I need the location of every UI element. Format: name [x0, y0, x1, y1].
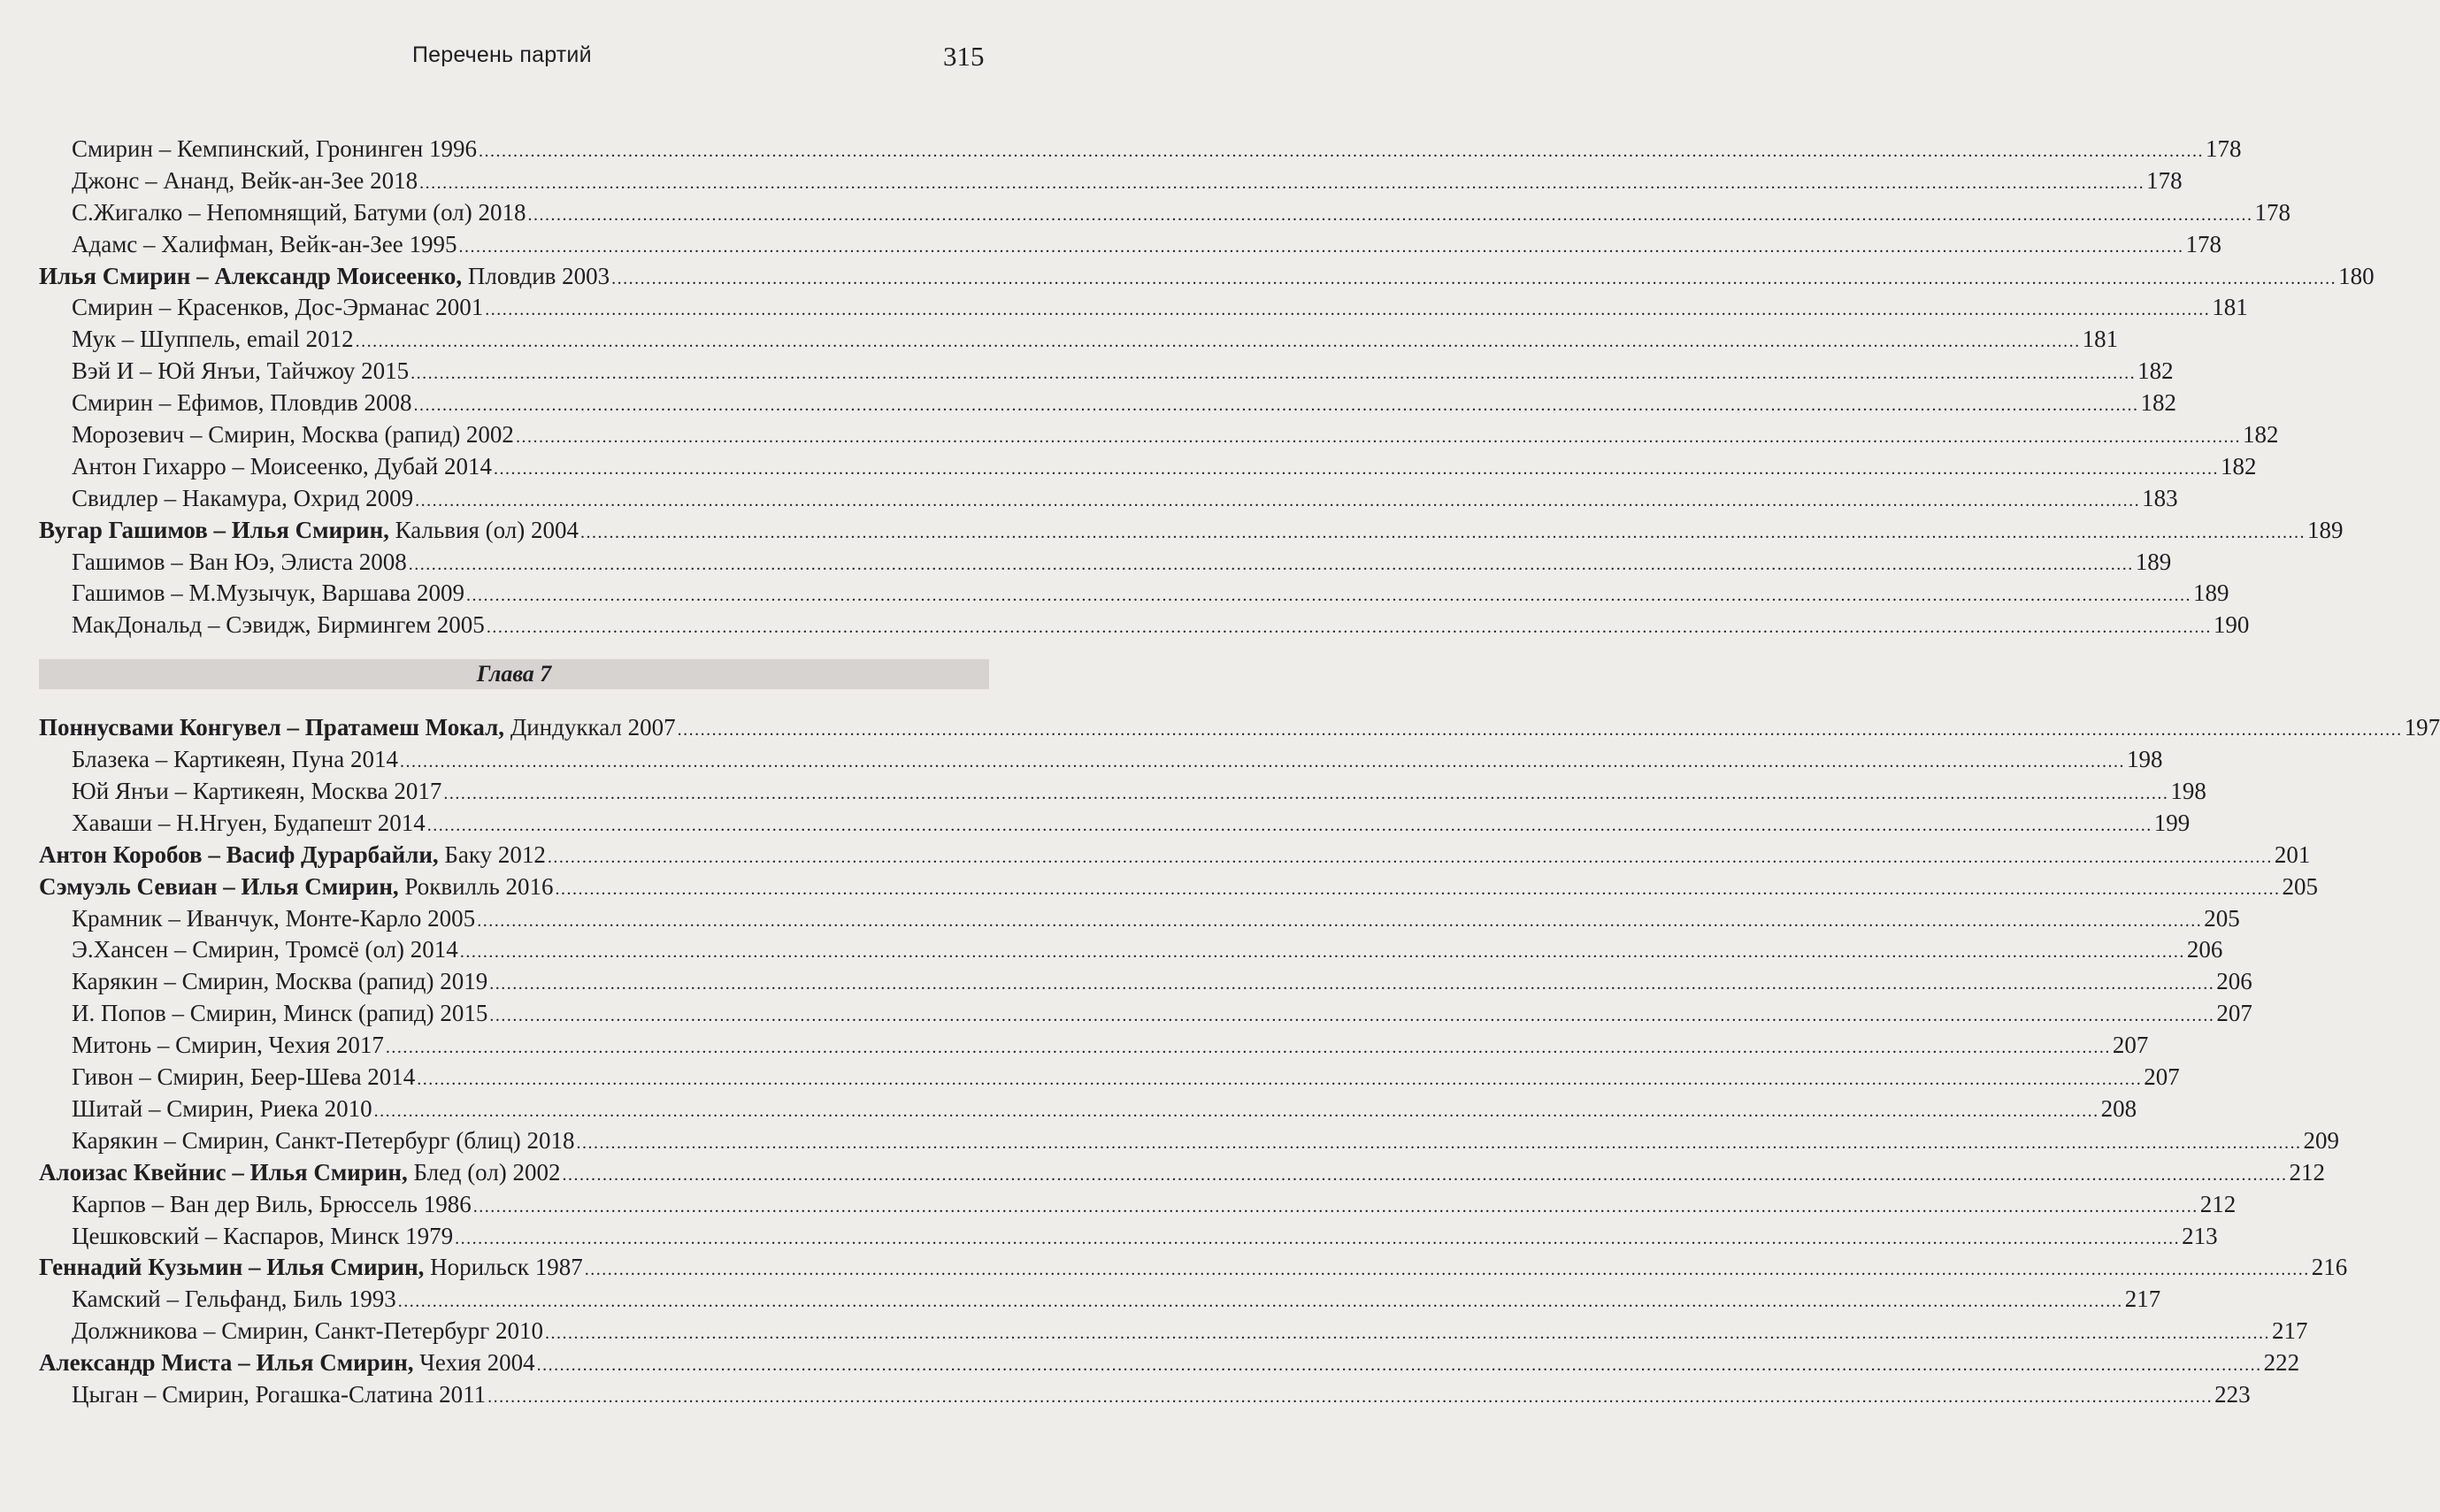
- page-ref: 209: [2303, 1126, 2339, 1154]
- dot-leader: ............................................................................................................................................................................................................................................................................................................: [459, 942, 2185, 963]
- dot-leader: ............................................................................................................................................................................................................................................................................................................: [487, 1386, 2214, 1407]
- game-title: [72, 610, 485, 641]
- game-details: Джонс – Ананд, Вейк-ан-Зее 2018: [72, 166, 418, 194]
- game-title: [72, 776, 441, 808]
- game-details: Цешковский – Каспаров, Минск 1979: [72, 1222, 454, 1249]
- game-details: Э.Хансен – Смирин, Тромсё (ол) 2014: [72, 936, 458, 963]
- reference-game-entry: [39, 292, 2248, 324]
- dot-leader: ............................................................................................................................................................................................................................................................................................................: [465, 586, 2191, 606]
- page-ref: 206: [2216, 968, 2252, 995]
- game-title: [39, 515, 579, 547]
- dot-leader: ............................................................................................................................................................................................................................................................................................................: [458, 236, 2184, 257]
- players-bold: Илья Смирин – Александр Моисеенко,: [39, 262, 463, 289]
- dot-leader: ............................................................................................................................................................................................................................................................................................................: [584, 1260, 2310, 1280]
- reference-game-entry: [39, 1221, 2218, 1253]
- main-game-entry: [39, 261, 2375, 293]
- reference-game-entry: [39, 134, 2242, 165]
- page-ref: 182: [2137, 357, 2174, 385]
- main-game-entry: [39, 1252, 2348, 1284]
- page-ref: 181: [2082, 326, 2119, 353]
- page-ref: 178: [2206, 135, 2242, 162]
- game-title: [72, 1284, 396, 1316]
- page-ref: 212: [2289, 1158, 2326, 1186]
- game-details: Диндуккал 2007: [504, 714, 676, 741]
- game-title: [39, 261, 610, 293]
- dot-leader: ............................................................................................................................................................................................................................................................................................................: [373, 1101, 2099, 1121]
- page-ref: 182: [2221, 452, 2257, 480]
- dot-leader: ............................................................................................................................................................................................................................................................................................................: [399, 752, 2125, 772]
- dot-leader: ............................................................................................................................................................................................................................................................................................................: [415, 490, 2141, 510]
- game-title: [72, 903, 475, 935]
- game-title: [72, 197, 526, 229]
- game-details: Блазека – Картикеян, Пуна 2014: [72, 746, 398, 773]
- reference-game-entry: [39, 1284, 2161, 1316]
- page-ref: 190: [2213, 611, 2250, 639]
- page-ref: 206: [2186, 936, 2223, 963]
- reference-game-entry: [39, 324, 2119, 356]
- page-ref: 197: [2404, 714, 2440, 741]
- reference-game-entry: [39, 934, 2223, 966]
- game-title: [72, 1316, 543, 1347]
- game-details: Должникова – Смирин, Санкт-Петербург 2010: [72, 1317, 543, 1345]
- page-ref: 178: [2146, 166, 2183, 194]
- players-bold: Геннадий Кузьмин – Илья Смирин,: [39, 1254, 425, 1281]
- game-title: [39, 1347, 535, 1379]
- page-ref: 180: [2338, 262, 2375, 289]
- dot-leader: ............................................................................................................................................................................................................................................................................................................: [489, 1006, 2215, 1026]
- main-game-entry: [39, 515, 2344, 547]
- main-game-entry: [39, 840, 2311, 871]
- main-game-entry: [39, 871, 2319, 903]
- game-details: Камский – Гельфанд, Биль 1993: [72, 1286, 396, 1313]
- game-title: [39, 871, 554, 903]
- dot-leader: ............................................................................................................................................................................................................................................................................................................: [580, 522, 2306, 542]
- page-ref: 207: [2112, 1032, 2149, 1059]
- page-ref: 207: [2216, 1000, 2252, 1027]
- game-details: Пловдив 2003: [462, 262, 610, 289]
- page-ref: 181: [2212, 294, 2248, 321]
- dot-leader: ............................................................................................................................................................................................................................................................................................................: [486, 618, 2212, 638]
- game-title: [72, 419, 514, 451]
- dot-leader: ............................................................................................................................................................................................................................................................................................................: [576, 1132, 2302, 1153]
- players-bold: Александр Миста – Илья Смирин,: [39, 1349, 414, 1377]
- game-details: Роквилль 2016: [398, 872, 554, 900]
- main-game-entry: [39, 1157, 2326, 1189]
- players-bold: Сэмуэль Севиан – Илья Смирин,: [39, 872, 399, 900]
- game-details: Морозевич – Смирин, Москва (рапид) 2002: [72, 421, 514, 449]
- players-bold: Алоизас Квейнис – Илья Смирин,: [39, 1158, 408, 1186]
- reference-game-entry: [39, 1316, 2308, 1347]
- dot-leader: ............................................................................................................................................................................................................................................................................................................: [397, 1292, 2123, 1312]
- game-details: Свидлер – Накамура, Охрид 2009: [72, 484, 414, 511]
- page-ref: 189: [2307, 516, 2344, 543]
- game-details: Адамс – Халифман, Вейк-ан-Зее 1995: [72, 230, 457, 257]
- reference-game-entry: [39, 808, 2191, 840]
- game-details: Гашимов – М.Музычук, Варшава 2009: [72, 579, 464, 607]
- players-bold: Поннусвами Конгувел – Пратамеш Мокал,: [39, 714, 505, 741]
- game-title: [72, 1030, 384, 1062]
- game-title: [72, 578, 464, 610]
- game-details: Шитай – Смирин, Риека 2010: [72, 1094, 372, 1122]
- dot-leader: ............................................................................................................................................................................................................................................................................................................: [443, 784, 2169, 804]
- dot-leader: ............................................................................................................................................................................................................................................................................................................: [527, 204, 2253, 225]
- games-index: [39, 134, 2440, 1411]
- page-ref: 205: [2282, 872, 2319, 900]
- dot-leader: ............................................................................................................................................................................................................................................................................................................: [408, 554, 2134, 574]
- dot-leader: ............................................................................................................................................................................................................................................................................................................: [479, 142, 2204, 161]
- game-title: [39, 712, 676, 744]
- page-ref: 178: [2185, 230, 2221, 257]
- page-ref: 222: [2263, 1349, 2300, 1377]
- reference-game-entry: [39, 903, 2240, 935]
- running-title: Перечень партий: [412, 42, 592, 67]
- game-title: [72, 808, 426, 840]
- page-ref: 208: [2100, 1094, 2137, 1122]
- game-details: Норильск 1987: [424, 1254, 583, 1281]
- game-title: [39, 1157, 561, 1189]
- reference-game-entry: [39, 483, 2178, 515]
- page-ref: 178: [2254, 198, 2290, 226]
- game-title: [72, 1094, 372, 1125]
- game-details: Митонь – Смирин, Чехия 2017: [72, 1032, 384, 1059]
- game-title: [72, 229, 457, 261]
- game-title: [72, 744, 398, 776]
- reference-game-entry: [39, 229, 2221, 261]
- game-details: Антон Гихарро – Моисеенко, Дубай 2014: [72, 452, 492, 480]
- main-game-entry: [39, 1347, 2300, 1379]
- game-details: С.Жигалко – Непомнящий, Батуми (ол) 2018: [72, 198, 526, 226]
- page-ref: 205: [2204, 904, 2240, 932]
- dot-leader: ............................................................................................................................................................................................................................................................................................................: [489, 974, 2215, 994]
- page-ref: 223: [2214, 1380, 2251, 1408]
- reference-game-entry: [39, 356, 2174, 388]
- page-ref: 212: [2199, 1190, 2237, 1217]
- dot-leader: ............................................................................................................................................................................................................................................................................................................: [677, 720, 2403, 741]
- dot-leader: ............................................................................................................................................................................................................................................................................................................: [426, 815, 2152, 835]
- dot-leader: ............................................................................................................................................................................................................................................................................................................: [385, 1038, 2111, 1058]
- game-details: МакДональд – Сэвидж, Бирмингем 2005: [72, 611, 485, 639]
- reference-game-entry: [39, 578, 2229, 610]
- reference-game-entry: [39, 744, 2163, 776]
- page-ref: 207: [2144, 1063, 2180, 1091]
- dot-leader: ............................................................................................................................................................................................................................................................................................................: [515, 427, 2241, 448]
- dot-leader: ............................................................................................................................................................................................................................................................................................................: [419, 173, 2145, 193]
- chapter-heading: Глава 7: [39, 659, 989, 689]
- game-details: Вэй И – Юй Янъи, Тайчжоу 2015: [72, 357, 410, 385]
- game-title: [72, 483, 413, 515]
- game-details: Крамник – Иванчук, Монте-Карло 2005: [72, 904, 476, 932]
- dot-leader: ............................................................................................................................................................................................................................................................................................................: [555, 879, 2281, 899]
- game-title: [72, 451, 492, 483]
- reference-game-entry: [39, 776, 2206, 808]
- reference-game-entry: [39, 966, 2252, 998]
- dot-leader: ............................................................................................................................................................................................................................................................................................................: [547, 847, 2273, 867]
- reference-game-entry: [39, 610, 2250, 641]
- game-title: [72, 324, 354, 356]
- page-ref: 216: [2311, 1254, 2348, 1281]
- game-title: [72, 134, 477, 165]
- game-title: [72, 1062, 415, 1094]
- game-title: [72, 998, 487, 1030]
- reference-game-entry: [39, 1094, 2137, 1125]
- game-title: [39, 1252, 583, 1284]
- game-title: [72, 1221, 453, 1253]
- game-details: Смирин – Ефимов, Пловдив 2008: [72, 389, 412, 417]
- game-details: Баку 2012: [438, 840, 546, 868]
- dot-leader: ............................................................................................................................................................................................................................................................................................................: [477, 910, 2203, 931]
- game-title: [72, 1379, 486, 1411]
- game-title: [72, 934, 458, 966]
- game-details: Юй Янъи – Картикеян, Москва 2017: [72, 778, 442, 805]
- page-ref: 213: [2182, 1222, 2218, 1249]
- main-game-entry: [39, 712, 2440, 744]
- reference-game-entry: [39, 451, 2257, 483]
- game-details: Смирин – Кемпинский, Гронинген 1996: [72, 135, 477, 162]
- page-ref: 183: [2142, 484, 2178, 511]
- reference-game-entry: [39, 165, 2183, 197]
- reference-game-entry: [39, 1379, 2251, 1411]
- game-title: [72, 966, 487, 998]
- page-ref: 189: [2135, 548, 2172, 575]
- game-title: [72, 165, 418, 197]
- reference-game-entry: [39, 1189, 2237, 1221]
- reference-game-entry: [39, 388, 2176, 419]
- reference-game-entry: [39, 998, 2252, 1030]
- game-title: [72, 547, 407, 579]
- reference-game-entry: [39, 419, 2279, 451]
- game-details: Мук – Шуппель, email 2012: [72, 326, 354, 353]
- reference-game-entry: [39, 197, 2290, 229]
- game-details: Карякин – Смирин, Москва (рапид) 2019: [72, 968, 488, 995]
- game-title: [72, 1189, 472, 1221]
- dot-leader: ............................................................................................................................................................................................................................................................................................................: [536, 1355, 2262, 1376]
- dot-leader: ............................................................................................................................................................................................................................................................................................................: [544, 1324, 2270, 1344]
- game-details: Гашимов – Ван Юэ, Элиста 2008: [72, 548, 407, 575]
- dot-leader: ............................................................................................................................................................................................................................................................................................................: [562, 1164, 2288, 1185]
- game-details: Цыган – Смирин, Рогашка-Слатина 2011: [72, 1380, 487, 1408]
- game-details: Хаваши – Н.Нгуен, Будапешт 2014: [72, 809, 426, 836]
- game-details: Смирин – Красенков, Дос-Эрманас 2001: [72, 294, 484, 321]
- game-details: Чехия 2004: [413, 1349, 535, 1377]
- game-title: [72, 1125, 574, 1157]
- game-details: Карякин – Смирин, Санкт-Петербург (блиц) 2018: [72, 1126, 575, 1154]
- page-ref: 182: [2140, 389, 2176, 417]
- dot-leader: ............................................................................................................................................................................................................................................................................................................: [485, 300, 2211, 320]
- game-details: Кальвия (ол) 2004: [388, 516, 579, 543]
- page-ref: 182: [2242, 421, 2279, 449]
- game-title: [72, 292, 483, 324]
- game-details: Гивон – Смирин, Беер-Шева 2014: [72, 1063, 416, 1091]
- dot-leader: ............................................................................................................................................................................................................................................................................................................: [417, 1070, 2143, 1090]
- dot-leader: ............................................................................................................................................................................................................................................................................................................: [494, 458, 2219, 479]
- game-title: [72, 356, 409, 388]
- game-title: [39, 840, 546, 871]
- dot-leader: ............................................................................................................................................................................................................................................................................................................: [472, 1196, 2198, 1217]
- reference-game-entry: [39, 1062, 2180, 1094]
- page-ref: 217: [2271, 1317, 2308, 1345]
- dot-leader: ............................................................................................................................................................................................................................................................................................................: [611, 268, 2337, 288]
- page-ref: 199: [2153, 809, 2191, 836]
- reference-game-entry: [39, 1125, 2339, 1157]
- players-bold: Антон Коробов – Васиф Дурарбайли,: [39, 840, 439, 868]
- page-ref: 198: [2126, 746, 2163, 773]
- dot-leader: ............................................................................................................................................................................................................................................................................................................: [411, 364, 2137, 384]
- game-details: Карпов – Ван дер Виль, Брюссель 1986: [72, 1190, 472, 1217]
- dot-leader: ............................................................................................................................................................................................................................................................................................................: [355, 332, 2081, 352]
- page-number: 315: [943, 41, 985, 72]
- game-details: Блед (ол) 2002: [407, 1158, 561, 1186]
- page-ref: 189: [2192, 579, 2229, 607]
- players-bold: Вугар Гашимов – Илья Смирин,: [39, 516, 389, 543]
- page-ref: 217: [2124, 1286, 2161, 1313]
- reference-game-entry: [39, 547, 2172, 579]
- game-title: [72, 388, 411, 419]
- reference-game-entry: [39, 1030, 2149, 1062]
- dot-leader: ............................................................................................................................................................................................................................................................................................................: [413, 395, 2139, 416]
- page-ref: 198: [2170, 778, 2206, 805]
- game-details: И. Попов – Смирин, Минск (рапид) 2015: [72, 1000, 488, 1027]
- dot-leader: ............................................................................................................................................................................................................................................................................................................: [455, 1228, 2181, 1248]
- page-header: [0, 35, 1042, 80]
- page-ref: 201: [2274, 840, 2311, 868]
